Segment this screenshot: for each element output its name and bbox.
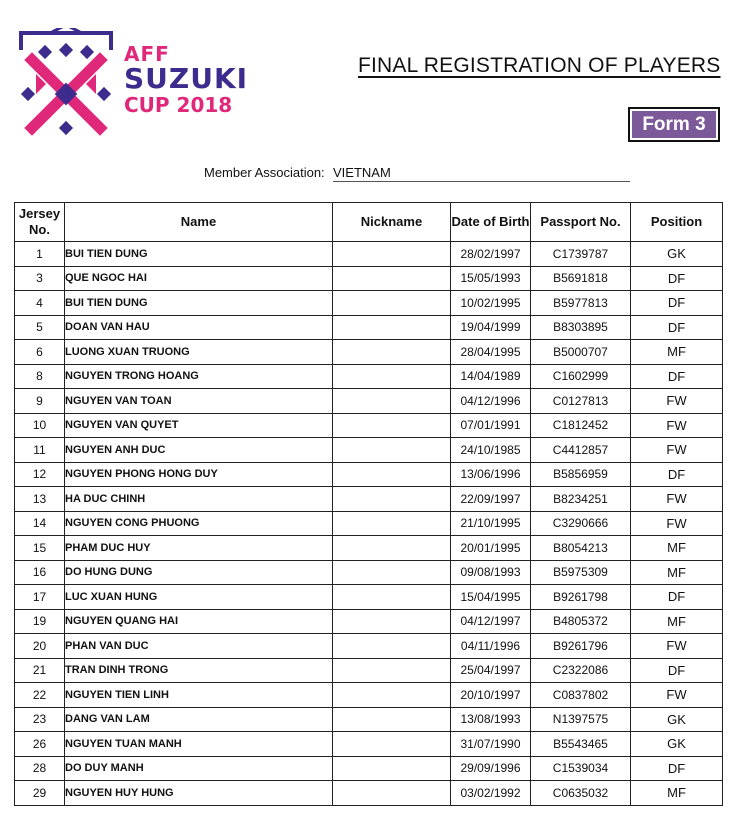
position-cell: DF: [631, 585, 723, 610]
position-cell: GK: [631, 732, 723, 757]
table-row: [15, 707, 723, 732]
passport-cell: B5977813: [531, 291, 631, 316]
players-table: [14, 202, 723, 806]
date-of-birth-cell: 09/08/1993: [451, 560, 531, 585]
passport-cell: C0837802: [531, 683, 631, 708]
passport-cell: C2322086: [531, 658, 631, 683]
nickname-cell: [333, 462, 451, 487]
players-table-body: [15, 242, 723, 806]
date-of-birth-cell: 04/12/1997: [451, 609, 531, 634]
header-passport: Passport No.: [531, 203, 631, 242]
nickname-cell: [333, 536, 451, 561]
table-row: [15, 340, 723, 365]
jersey-cell: 19: [15, 609, 65, 634]
nickname-cell: [333, 560, 451, 585]
table-row: [15, 242, 723, 267]
nickname-cell: [333, 315, 451, 340]
table-row: [15, 487, 723, 512]
passport-cell: C1539034: [531, 756, 631, 781]
name-cell: HA DUC CHINH: [65, 487, 333, 512]
logo-line-aff: AFF: [124, 42, 170, 66]
table-row: [15, 389, 723, 414]
date-of-birth-cell: 15/05/1993: [451, 266, 531, 291]
jersey-cell: 15: [15, 536, 65, 561]
position-cell: GK: [631, 707, 723, 732]
name-cell: QUE NGOC HAI: [65, 266, 333, 291]
table-row: [15, 732, 723, 757]
passport-cell: B5543465: [531, 732, 631, 757]
passport-cell: N1397575: [531, 707, 631, 732]
position-cell: DF: [631, 658, 723, 683]
date-of-birth-cell: 25/04/1997: [451, 658, 531, 683]
member-association-value: VIETNAM: [333, 165, 630, 182]
table-header-row: [15, 203, 723, 242]
table-row: [15, 291, 723, 316]
nickname-cell: [333, 413, 451, 438]
passport-cell: C1739787: [531, 242, 631, 267]
jersey-cell: 22: [15, 683, 65, 708]
jersey-cell: 26: [15, 732, 65, 757]
position-cell: DF: [631, 462, 723, 487]
table-row: [15, 560, 723, 585]
member-association-label: Member Association:: [204, 165, 325, 180]
passport-cell: B5691818: [531, 266, 631, 291]
header-jersey: Jersey No.: [15, 203, 65, 242]
date-of-birth-cell: 04/11/1996: [451, 634, 531, 659]
name-cell: NGUYEN TIEN LINH: [65, 683, 333, 708]
header-position: Position: [631, 203, 723, 242]
jersey-cell: 20: [15, 634, 65, 659]
table-row: [15, 609, 723, 634]
form-title: FINAL REGISTRATION OF PLAYERS: [358, 54, 721, 77]
date-of-birth-cell: 04/12/1996: [451, 389, 531, 414]
passport-cell: C0127813: [531, 389, 631, 414]
name-cell: TRAN DINH TRONG: [65, 658, 333, 683]
nickname-cell: [333, 266, 451, 291]
passport-cell: B8303895: [531, 315, 631, 340]
date-of-birth-cell: 13/06/1996: [451, 462, 531, 487]
position-cell: FW: [631, 438, 723, 463]
jersey-cell: 14: [15, 511, 65, 536]
name-cell: NGUYEN TUAN MANH: [65, 732, 333, 757]
name-cell: NGUYEN HUY HUNG: [65, 781, 333, 806]
jersey-cell: 28: [15, 756, 65, 781]
name-cell: LUC XUAN HUNG: [65, 585, 333, 610]
name-cell: PHAN VAN DUC: [65, 634, 333, 659]
nickname-cell: [333, 291, 451, 316]
position-cell: MF: [631, 536, 723, 561]
name-cell: BUI TIEN DUNG: [65, 242, 333, 267]
nickname-cell: [333, 511, 451, 536]
date-of-birth-cell: 28/02/1997: [451, 242, 531, 267]
position-cell: DF: [631, 266, 723, 291]
jersey-cell: 5: [15, 315, 65, 340]
position-cell: FW: [631, 683, 723, 708]
date-of-birth-cell: 13/08/1993: [451, 707, 531, 732]
table-row: [15, 315, 723, 340]
nickname-cell: [333, 634, 451, 659]
form-number-badge: [628, 107, 720, 142]
position-cell: GK: [631, 242, 723, 267]
passport-cell: C1812452: [531, 413, 631, 438]
position-cell: FW: [631, 511, 723, 536]
name-cell: NGUYEN CONG PHUONG: [65, 511, 333, 536]
position-cell: FW: [631, 487, 723, 512]
nickname-cell: [333, 438, 451, 463]
passport-cell: B5000707: [531, 340, 631, 365]
position-cell: DF: [631, 315, 723, 340]
position-cell: FW: [631, 389, 723, 414]
passport-cell: B8054213: [531, 536, 631, 561]
jersey-cell: 12: [15, 462, 65, 487]
passport-cell: B9261796: [531, 634, 631, 659]
passport-cell: B5856959: [531, 462, 631, 487]
name-cell: NGUYEN QUANG HAI: [65, 609, 333, 634]
date-of-birth-cell: 20/01/1995: [451, 536, 531, 561]
name-cell: NGUYEN ANH DUC: [65, 438, 333, 463]
nickname-cell: [333, 242, 451, 267]
name-cell: PHAM DUC HUY: [65, 536, 333, 561]
jersey-cell: 23: [15, 707, 65, 732]
passport-cell: C0635032: [531, 781, 631, 806]
table-row: [15, 634, 723, 659]
jersey-cell: 16: [15, 560, 65, 585]
position-cell: MF: [631, 340, 723, 365]
header-name: Name: [65, 203, 333, 242]
table-row: [15, 683, 723, 708]
date-of-birth-cell: 24/10/1985: [451, 438, 531, 463]
position-cell: MF: [631, 560, 723, 585]
position-cell: DF: [631, 756, 723, 781]
nickname-cell: [333, 364, 451, 389]
date-of-birth-cell: 29/09/1996: [451, 756, 531, 781]
header-date-of-birth: Date of Birth: [451, 203, 531, 242]
nickname-cell: [333, 487, 451, 512]
nickname-cell: [333, 389, 451, 414]
name-cell: DO HUNG DUNG: [65, 560, 333, 585]
passport-cell: B8234251: [531, 487, 631, 512]
date-of-birth-cell: 14/04/1989: [451, 364, 531, 389]
logo-line-suzuki: SUZUKI: [124, 62, 249, 95]
position-cell: FW: [631, 413, 723, 438]
date-of-birth-cell: 03/02/1992: [451, 781, 531, 806]
header-nickname: Nickname: [333, 203, 451, 242]
name-cell: DO DUY MANH: [65, 756, 333, 781]
jersey-cell: 6: [15, 340, 65, 365]
date-of-birth-cell: 20/10/1997: [451, 683, 531, 708]
passport-cell: C1602999: [531, 364, 631, 389]
position-cell: FW: [631, 634, 723, 659]
jersey-cell: 13: [15, 487, 65, 512]
aff-suzuki-cup-logo: [18, 28, 114, 138]
date-of-birth-cell: 07/01/1991: [451, 413, 531, 438]
nickname-cell: [333, 609, 451, 634]
nickname-cell: [333, 756, 451, 781]
jersey-cell: 3: [15, 266, 65, 291]
table-row: [15, 781, 723, 806]
table-row: [15, 756, 723, 781]
position-cell: DF: [631, 364, 723, 389]
name-cell: BUI TIEN DUNG: [65, 291, 333, 316]
nickname-cell: [333, 781, 451, 806]
passport-cell: B4805372: [531, 609, 631, 634]
name-cell: DOAN VAN HAU: [65, 315, 333, 340]
table-row: [15, 462, 723, 487]
nickname-cell: [333, 340, 451, 365]
jersey-cell: 11: [15, 438, 65, 463]
passport-cell: C4412857: [531, 438, 631, 463]
jersey-cell: 21: [15, 658, 65, 683]
jersey-cell: 17: [15, 585, 65, 610]
jersey-cell: 8: [15, 364, 65, 389]
logo-emblem-icon: [18, 28, 114, 138]
jersey-cell: 4: [15, 291, 65, 316]
position-cell: DF: [631, 291, 723, 316]
date-of-birth-cell: 19/04/1999: [451, 315, 531, 340]
table-row: [15, 585, 723, 610]
position-cell: MF: [631, 609, 723, 634]
name-cell: NGUYEN TRONG HOANG: [65, 364, 333, 389]
date-of-birth-cell: 22/09/1997: [451, 487, 531, 512]
nickname-cell: [333, 658, 451, 683]
passport-cell: B9261798: [531, 585, 631, 610]
table-row: [15, 413, 723, 438]
nickname-cell: [333, 585, 451, 610]
position-cell: MF: [631, 781, 723, 806]
date-of-birth-cell: 31/07/1990: [451, 732, 531, 757]
date-of-birth-cell: 15/04/1995: [451, 585, 531, 610]
nickname-cell: [333, 683, 451, 708]
nickname-cell: [333, 732, 451, 757]
jersey-cell: 9: [15, 389, 65, 414]
table-row: [15, 536, 723, 561]
jersey-cell: 1: [15, 242, 65, 267]
name-cell: NGUYEN PHONG HONG DUY: [65, 462, 333, 487]
name-cell: LUONG XUAN TRUONG: [65, 340, 333, 365]
passport-cell: B5975309: [531, 560, 631, 585]
table-row: [15, 511, 723, 536]
jersey-cell: 29: [15, 781, 65, 806]
nickname-cell: [333, 707, 451, 732]
date-of-birth-cell: 21/10/1995: [451, 511, 531, 536]
date-of-birth-cell: 28/04/1995: [451, 340, 531, 365]
name-cell: NGUYEN VAN TOAN: [65, 389, 333, 414]
passport-cell: C3290666: [531, 511, 631, 536]
table-row: [15, 364, 723, 389]
table-row: [15, 266, 723, 291]
name-cell: DANG VAN LAM: [65, 707, 333, 732]
table-row: [15, 658, 723, 683]
table-row: [15, 438, 723, 463]
logo-line-cup: CUP 2018: [124, 93, 233, 117]
logo-wordmark: [124, 44, 248, 115]
jersey-cell: 10: [15, 413, 65, 438]
form-number-label: Form 3: [632, 111, 716, 138]
date-of-birth-cell: 10/02/1995: [451, 291, 531, 316]
name-cell: NGUYEN VAN QUYET: [65, 413, 333, 438]
